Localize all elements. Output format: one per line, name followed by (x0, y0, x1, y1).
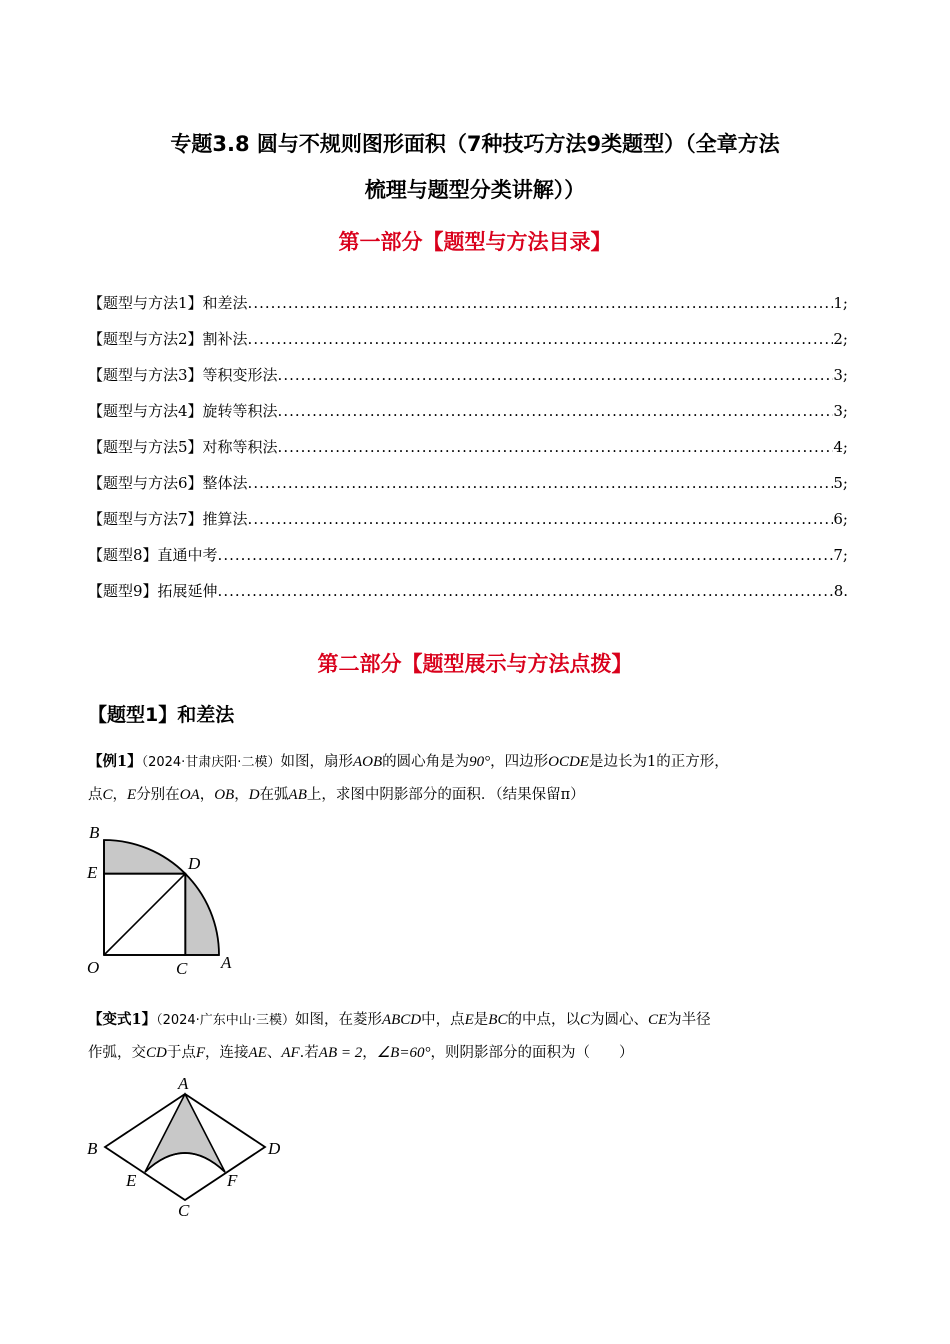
diagonal-OD (104, 874, 185, 955)
text-run: 、 (266, 1045, 282, 1061)
label-E: E (126, 1171, 137, 1190)
toc-leader (278, 366, 834, 384)
shaded-region (145, 1094, 225, 1172)
example-tag: 【例1】 (88, 753, 142, 770)
text-run: 为半径 (667, 1012, 711, 1028)
text-run: ， (234, 787, 249, 803)
text-run: ，四边形 (490, 754, 549, 770)
text-run: 是 (473, 1012, 489, 1028)
text-run: 分别在 (136, 787, 180, 803)
toc-item[interactable] (88, 580, 848, 616)
text-run: 于点 (166, 1045, 196, 1061)
toc-page: 2; (833, 330, 848, 348)
toc-page: 4; (833, 438, 848, 456)
math-run: 90° (469, 754, 491, 770)
toc-label: 【题型与方法7】推算法 (88, 510, 248, 528)
label-C: C (176, 959, 188, 978)
math-run: ABCD (381, 1012, 422, 1028)
toc-item[interactable] (88, 364, 848, 400)
label-D: D (188, 854, 201, 873)
toc-item[interactable] (88, 328, 848, 364)
toc-label: 【题型9】拓展延伸 (88, 582, 218, 600)
part2-heading: 第二部分【题型展示与方法点拨】 (317, 652, 633, 676)
label-A: A (221, 953, 232, 972)
toc-label: 【题型与方法4】旋转等积法 (88, 402, 278, 420)
math-run: AE (248, 1045, 267, 1061)
text-run: 在弧 (259, 787, 289, 803)
example1-text (88, 746, 863, 811)
variant1-text (88, 1004, 863, 1069)
math-run: OB (214, 787, 235, 803)
rhombus-figure (82, 1074, 287, 1219)
toc-item[interactable] (88, 544, 848, 580)
math-run: OA (179, 787, 200, 803)
text-run: 点 (88, 787, 103, 803)
toc-label: 【题型与方法2】割补法 (88, 330, 248, 348)
text-run: ，连接 (205, 1045, 249, 1061)
math-run: C (102, 787, 113, 803)
document-title-line2: 梳理与题型分类讲解）） (364, 178, 586, 202)
math-run: C (579, 1012, 590, 1028)
math-run: ∠B=60° (376, 1045, 431, 1061)
toc-page: 3; (833, 402, 848, 420)
text-run: ， (112, 787, 128, 803)
text-run: ， (362, 1045, 377, 1061)
toc-page: 8. (833, 582, 848, 600)
document-title-line1: 专题3.8 圆与不规则图形面积（7种技巧方法9类题型）（全章方法 (170, 132, 780, 156)
math-run: AF (281, 1045, 300, 1061)
label-O: O (87, 958, 100, 977)
text-run: ， (199, 787, 215, 803)
math-run: OCDE (548, 754, 589, 770)
label-A: A (178, 1074, 189, 1093)
toc-leader (248, 510, 834, 528)
toc-label: 【题型与方法6】整体法 (88, 474, 248, 492)
toc-leader (218, 582, 834, 600)
text-run: 作弧，交 (88, 1045, 146, 1061)
math-run: AOB (352, 754, 383, 770)
text-run: ，则阴影部分的面积为（ ） (430, 1045, 634, 1061)
text-run: 的中点，以 (507, 1012, 580, 1028)
variant-source: （2024·广东中山·三模） (156, 1013, 295, 1028)
math-run: CE (647, 1012, 668, 1028)
label-B: B (89, 823, 100, 842)
math-run: F (195, 1045, 206, 1061)
math-run: CD (146, 1045, 167, 1061)
label-F: F (227, 1171, 238, 1190)
toc-page: 5; (833, 474, 848, 492)
toc-leader (248, 474, 834, 492)
toc-item[interactable] (88, 508, 848, 544)
toc-leader (218, 546, 834, 564)
table-of-contents (88, 292, 848, 616)
math-run: AB (288, 787, 307, 803)
label-E: E (87, 863, 98, 882)
example-source: （2024·甘肃庆阳·二模） (141, 755, 281, 770)
shaded-region-right (185, 874, 219, 955)
shaded-region-top (104, 840, 185, 874)
toc-label: 【题型与方法3】等积变形法 (88, 366, 278, 384)
variant-tag: 【变式1】 (88, 1011, 157, 1028)
toc-label: 【题型与方法5】对称等积法 (88, 438, 278, 456)
math-run: E (464, 1012, 474, 1028)
text-run: 为圆心、 (589, 1012, 648, 1028)
text-run: 中，点 (421, 1012, 465, 1028)
toc-item[interactable] (88, 472, 848, 508)
text-run: 的圆心角是为 (382, 754, 470, 770)
math-run: E (127, 787, 137, 803)
toc-item[interactable] (88, 436, 848, 472)
toc-item[interactable] (88, 400, 848, 436)
label-D: D (268, 1139, 281, 1158)
toc-page: 7; (833, 546, 848, 564)
text-run: 是边长为1的正方形， (588, 754, 729, 770)
toc-label: 【题型8】直通中考 (88, 546, 218, 564)
section-heading: 【题型1】和差法 (88, 704, 235, 726)
text-run: 上，求图中阴影部分的面积．（结果保留π） (306, 787, 585, 803)
text-run: 如图，扇形 (280, 754, 353, 770)
toc-leader (278, 438, 834, 456)
toc-page: 6; (833, 510, 848, 528)
toc-item[interactable] (88, 292, 848, 328)
toc-leader (248, 294, 834, 312)
label-C: C (178, 1201, 190, 1219)
toc-leader (248, 330, 834, 348)
toc-page: 3; (833, 366, 848, 384)
sector-square-figure (82, 818, 242, 978)
toc-label: 【题型与方法1】和差法 (88, 294, 248, 312)
math-run: BC (488, 1012, 508, 1028)
text-run: 如图，在菱形 (294, 1012, 382, 1028)
toc-leader (278, 402, 834, 420)
math-run: D (248, 787, 260, 803)
toc-page: 1; (833, 294, 848, 312)
text-run: .若 (299, 1045, 319, 1061)
math-run: AB = 2 (318, 1045, 363, 1061)
label-B: B (87, 1139, 98, 1158)
part1-heading: 第一部分【题型与方法目录】 (338, 230, 612, 254)
